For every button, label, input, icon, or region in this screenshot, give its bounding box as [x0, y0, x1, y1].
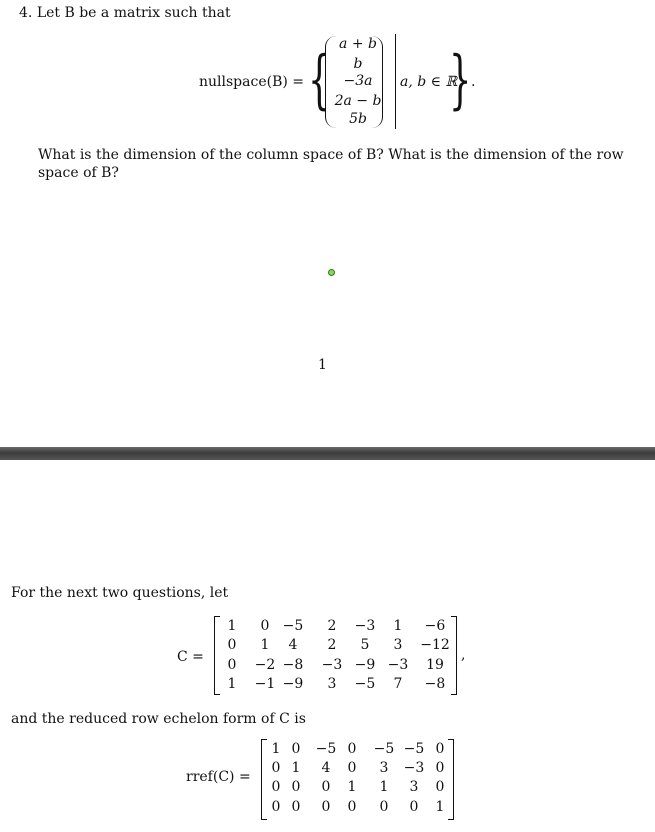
c-matrix-cell: −8 — [424, 676, 446, 692]
set-separator — [395, 34, 396, 129]
green-dot-marker — [328, 269, 335, 276]
c-matrix-cell: 1 — [227, 618, 237, 634]
c-matrix-cell: 5 — [360, 637, 370, 653]
part2-intro: For the next two questions, let — [11, 585, 229, 601]
c-matrix-cell: −9 — [282, 676, 304, 692]
c-matrix-cell: 0 — [227, 637, 237, 653]
right-brace: } — [449, 43, 472, 117]
vector-entry: 5b — [349, 111, 367, 127]
c-matrix-cell: 3 — [393, 637, 403, 653]
c-matrix-cell: 1 — [227, 676, 237, 692]
c-matrix-cell: 3 — [327, 676, 337, 692]
period: . — [471, 74, 476, 90]
c-matrix-cell: 0 — [260, 618, 270, 634]
page-2 — [0, 460, 655, 832]
rref-matrix-cell: 0 — [271, 799, 281, 815]
rref-matrix-cell: 3 — [379, 760, 389, 776]
rref-matrix-cell: 1 — [291, 760, 301, 776]
c-matrix-cell: −1 — [254, 676, 276, 692]
c-matrix-cell: 0 — [227, 657, 237, 673]
rref-matrix-cell: −5 — [403, 741, 425, 757]
c-matrix-cell: −3 — [321, 657, 343, 673]
rref-matrix-cell: 0 — [435, 741, 445, 757]
c-matrix-cell: 2 — [327, 637, 337, 653]
vector-entry: −3a — [343, 73, 373, 89]
vector-entry: a + b — [339, 36, 377, 52]
rref-matrix-cell: 1 — [435, 799, 445, 815]
problem-number: 4. — [19, 5, 33, 21]
rref-matrix-cell: 4 — [321, 760, 331, 776]
rref-matrix-cell: 0 — [291, 779, 301, 795]
rref-matrix-cell: 0 — [347, 760, 357, 776]
rref-matrix-cell: −5 — [315, 741, 337, 757]
rref-matrix-cell: −3 — [403, 760, 425, 776]
set-condition: a, b ∈ ℝ — [400, 74, 458, 90]
c-matrix-cell: 7 — [393, 676, 403, 692]
c-matrix-cell: −8 — [282, 657, 304, 673]
rref-intro: and the reduced row echelon form of C is — [11, 711, 306, 727]
nullspace-label: nullspace(B) = — [199, 74, 304, 90]
c-matrix-cell: −3 — [387, 657, 409, 673]
problem-heading — [19, 4, 231, 22]
rref-matrix-cell: 0 — [347, 799, 357, 815]
rref-matrix-cell: 1 — [271, 741, 281, 757]
rref-matrix-cell: 0 — [321, 779, 331, 795]
rref-matrix-cell: −5 — [373, 741, 395, 757]
c-matrix-cell: −5 — [354, 676, 376, 692]
c-matrix-cell: −9 — [354, 657, 376, 673]
question-line-1: What is the dimension of the column space of B? What is the dimension of the row — [38, 147, 624, 163]
page-divider — [0, 447, 655, 460]
vector-entry: b — [353, 56, 363, 72]
rref-matrix-cell: 0 — [435, 779, 445, 795]
rref-matrix-cell: 0 — [291, 741, 301, 757]
c-matrix-cell: 19 — [426, 657, 444, 673]
question-line-2: space of B? — [38, 165, 119, 181]
c-trailing-comma: , — [461, 647, 466, 663]
rref-matrix-cell: 0 — [271, 760, 281, 776]
c-matrix-cell: −3 — [354, 618, 376, 634]
rref-matrix-cell: 0 — [271, 779, 281, 795]
vector-entry: 2a − b — [334, 93, 382, 109]
c-matrix-cell: −6 — [424, 618, 446, 634]
rref-matrix-cell: 0 — [347, 741, 357, 757]
c-label: C = — [177, 649, 204, 665]
c-matrix-cell: −2 — [254, 657, 276, 673]
problem-intro: Let B be a matrix such that — [36, 5, 231, 21]
rref-matrix-cell: 1 — [379, 779, 389, 795]
rref-matrix-cell: 1 — [347, 779, 357, 795]
rref-matrix-cell: 0 — [321, 799, 331, 815]
page-number: 1 — [318, 357, 327, 373]
c-matrix-cell: 1 — [260, 637, 270, 653]
c-matrix-cell: −5 — [282, 618, 304, 634]
left-brace: { — [308, 43, 331, 117]
c-matrix-cell: 1 — [393, 618, 403, 634]
c-matrix-cell: 4 — [288, 637, 298, 653]
rref-matrix-cell: 0 — [409, 799, 419, 815]
rref-matrix-cell: 0 — [435, 760, 445, 776]
rref-matrix-cell: 0 — [291, 799, 301, 815]
c-matrix-cell: 2 — [327, 618, 337, 634]
rref-matrix-cell: 0 — [379, 799, 389, 815]
rref-label: rref(C) = — [186, 769, 251, 785]
c-matrix-cell: −12 — [420, 637, 450, 653]
rref-matrix-cell: 3 — [409, 779, 419, 795]
